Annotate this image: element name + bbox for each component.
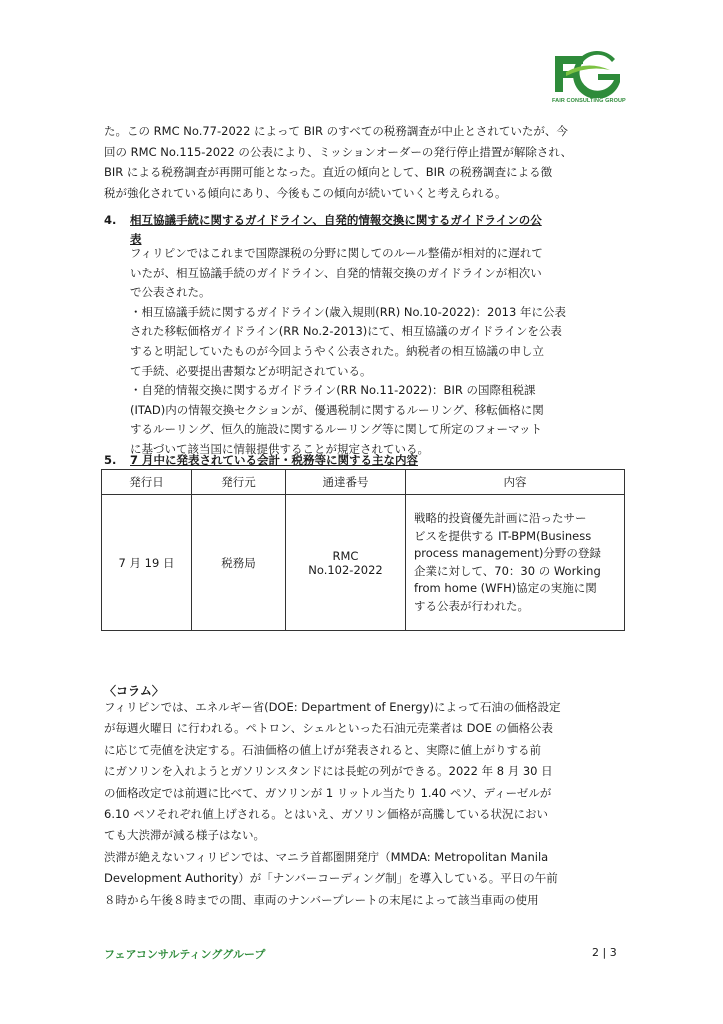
text-line: 企業に対して、70：30 の Working <box>414 563 601 578</box>
text-line: 6.10 ペソそれぞれ値上げされる。とはいえ、ガソリン価格が高騰している状況におい <box>104 807 548 822</box>
column-header-issuer: 発行元 <box>192 470 286 495</box>
text-line: に応じて売値を決定する。石油価格の値上げが発表されると、実際に値上がりする前 <box>104 742 541 757</box>
cell-date: 7 月 19 日 <box>102 495 192 631</box>
text-line: にガソリンを入れようとガソリンスタンドには長蛇の列ができる。2022 年 8 月 30 日 <box>104 764 553 779</box>
cell-content <box>406 495 625 631</box>
text-line: ・自発的情報交換に関するガイドライン(RR No.11-2022)：BIR の国際租税課 <box>130 383 536 398</box>
text-line: ８時から午後８時までの間、車両のナンバープレートの末尾によって該当車両の使用 <box>104 892 539 907</box>
text-line: で公表された。 <box>130 285 211 300</box>
cell-number <box>286 495 406 631</box>
section-number: 4. <box>104 213 117 227</box>
text-line: 戦略的投資優先計画に沿ったサー <box>414 511 587 525</box>
text-line: (ITAD)内の情報交換セクションが、優遇税制に関するルーリング、移転価格に関 <box>130 402 544 417</box>
company-logo <box>552 50 626 112</box>
column-body <box>104 697 624 911</box>
table-header-row <box>102 470 625 495</box>
text-line: する公表が行われた。 <box>414 598 529 613</box>
text-line: た。この RMC No.77-2022 によって BIR のすべての税務調査が中止とされていたが、今 <box>104 124 568 138</box>
text-line: の価格改定では前週に比べて、ガソリンが 1 リットル当たり 1.40 ペソ、ディーゼルが <box>104 785 552 800</box>
section-number: 5. <box>104 453 117 467</box>
text-line: すると明記していたものが今回ようやく公表された。納税者の相互協議の申し立 <box>130 343 544 358</box>
text-line: from home (WFH)協定の実施に関 <box>414 581 597 595</box>
intro-paragraph <box>104 121 624 203</box>
section-title-continued: 表 <box>130 232 142 246</box>
text-line: するルーリング、恒久的施設に関するルーリング等に関して所定のフォーマット <box>130 422 543 437</box>
section-title: 7 月中に発表されている会計・税務等に関する主な内容 <box>130 453 419 467</box>
notices-table <box>101 469 625 631</box>
notice-number-line: RMC <box>332 548 359 563</box>
text-line: に基づいて該当国に情報提供することが規定されている。 <box>130 441 429 456</box>
text-line: 回の RMC No.115-2022 の公表により、ミッションオーダーの発行停止措置が解除され、 <box>104 144 573 159</box>
text-line: ・相互協議手続に関するガイドライン(歳入規則(RR) No.10-2022)：2013 年に公表 <box>130 304 566 319</box>
text-line: フィリピンでは、エネルギー省(DOE: Department of Energy)によって石油の価格設定 <box>104 700 561 714</box>
text-line: ビスを提供する IT-BPM(Business <box>414 528 592 543</box>
logo-caption: FAIR CONSULTING GROUP <box>552 98 626 104</box>
text-line: 税が強化されている傾向にあり、今後もこの傾向が続いていくと考えられる。 <box>104 185 507 200</box>
column-heading: 〈コラム〉 <box>104 684 164 698</box>
text-line: て手続、必要提出書類などが明記されている。 <box>130 363 372 378</box>
page-number: 2 | 3 <box>592 946 617 959</box>
section-4-body <box>130 244 624 460</box>
text-line: された移転価格ガイドライン(RR No.2-2013)にて、相互協議のガイドラインを公表 <box>130 324 562 339</box>
text-line: フィリピンではこれまで国際課税の分野に関してのルール整備が相対的に遅れて <box>130 246 543 260</box>
text-line: ても大渋滞が減る様子はない。 <box>104 828 265 843</box>
fg-logo-icon <box>552 50 622 98</box>
table-row <box>102 495 625 631</box>
text-line: いたが、相互協議手続のガイドライン、自発的情報交換のガイドラインが相次い <box>130 265 542 280</box>
text-line: BIR による税務調査が再開可能となった。直近の傾向として、BIR の税務調査による徴 <box>104 165 553 179</box>
notice-number-line: No.102-2022 <box>308 562 383 577</box>
cell-issuer: 税務局 <box>192 495 286 631</box>
section-title: 相互協議手続に関するガイドライン、自発的情報交換に関するガイドラインの公 <box>130 213 542 227</box>
text-line: 渋滞が絶えないフィリピンでは、マニラ首都圏開発庁（MMDA: Metropolitan Manila <box>104 849 549 864</box>
column-header-number: 通達番号 <box>286 470 406 495</box>
footer-company-name: フェアコンサルティンググループ <box>104 948 266 961</box>
column-header-date: 発行日 <box>102 470 192 495</box>
text-line: が毎週火曜日 に行われる。ペトロン、シェルといった石油元売業者は DOE の価格公表 <box>104 721 553 736</box>
text-line: Development Authority）が「ナンバーコーディング制」を導入している。平日の午前 <box>104 871 558 886</box>
text-line: process management)分野の登録 <box>414 546 601 560</box>
column-header-content: 内容 <box>406 470 625 495</box>
